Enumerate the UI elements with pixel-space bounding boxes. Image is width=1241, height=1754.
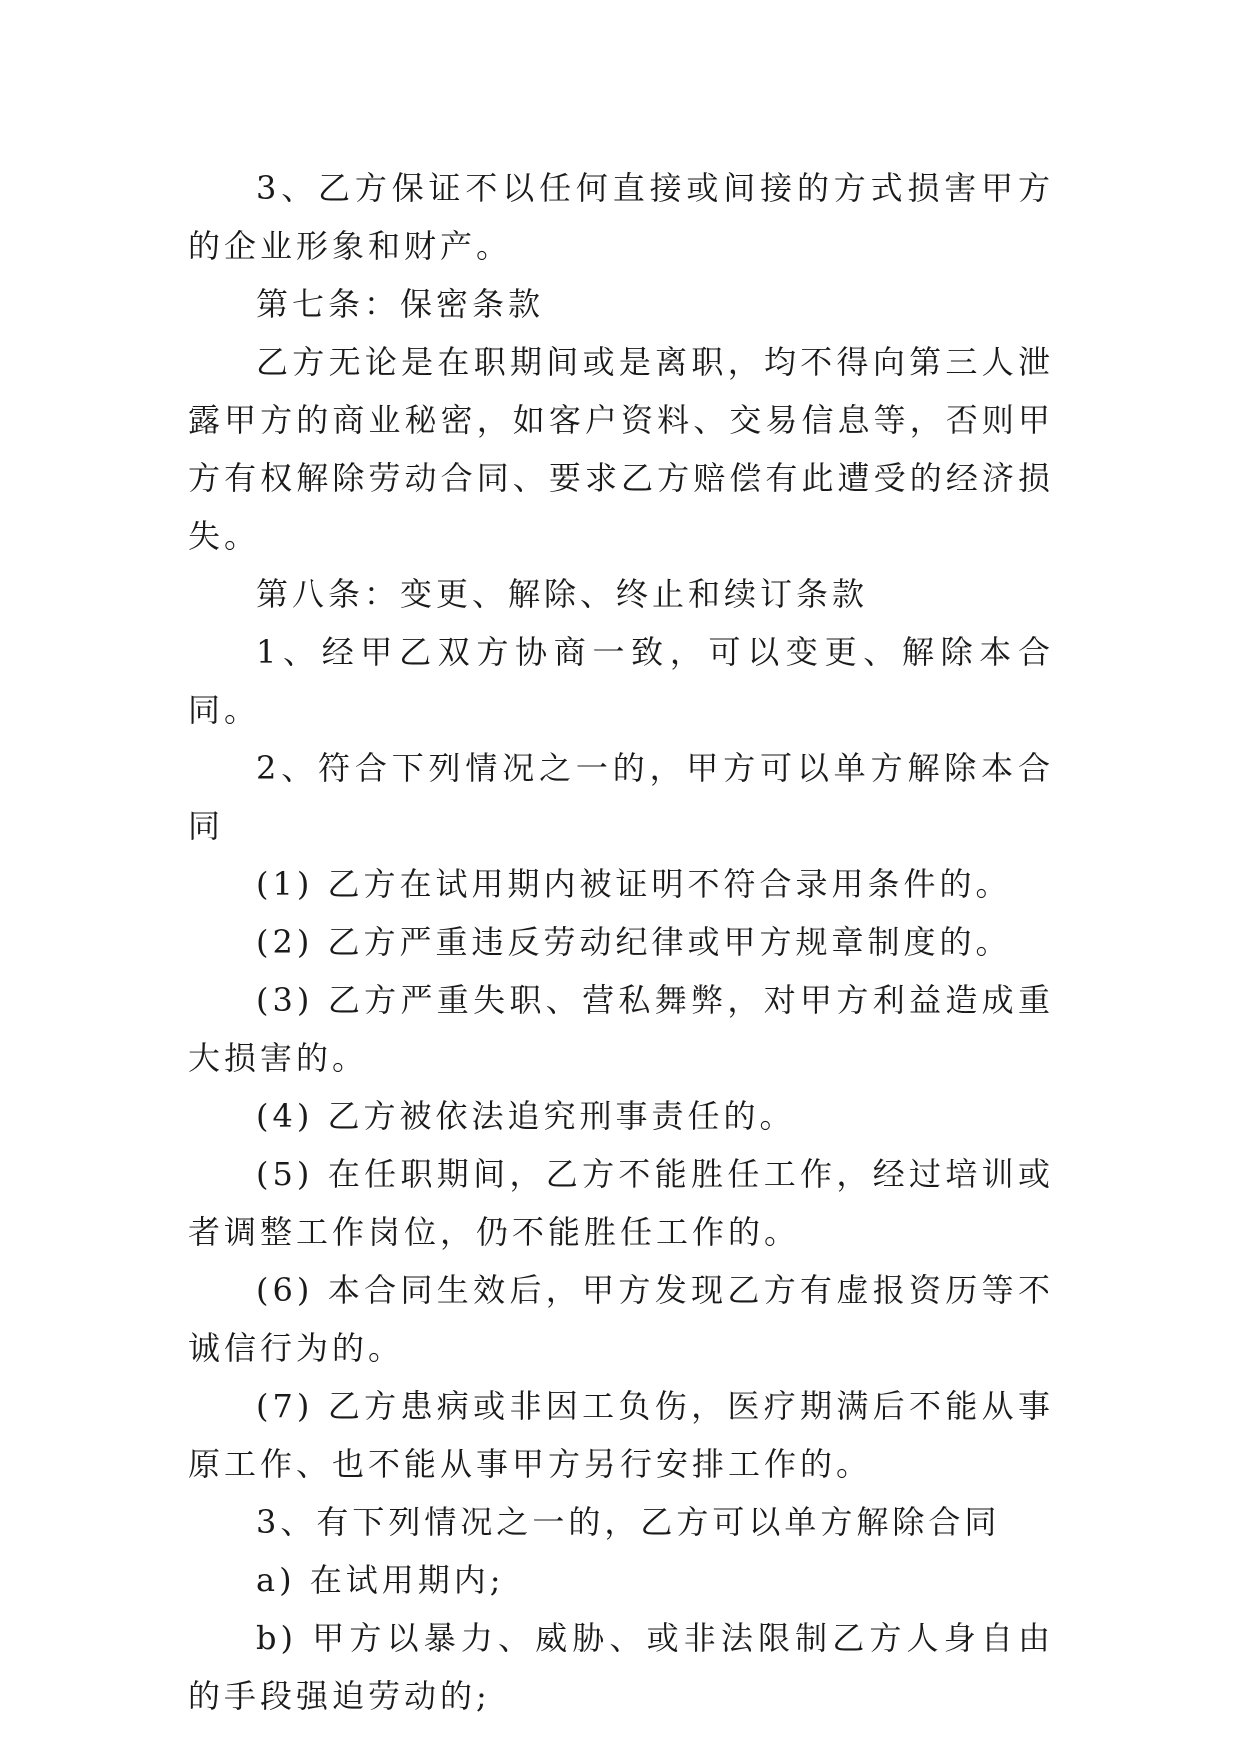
list-item-7: (7) 乙方患病或非因工负伤，医疗期满后不能从事原工作、也不能从事甲方另行安排工作的。 <box>188 1387 1054 1483</box>
section-heading-article-7: 第七条：保密条款 <box>256 285 545 323</box>
list-item-1: (1) 乙方在试用期内被证明不符合录用条件的。 <box>256 865 1012 903</box>
paragraph-clause-8-2: 2、符合下列情况之一的，甲方可以单方解除本合同 <box>188 749 1054 845</box>
paragraph-confidentiality: 乙方无论是在职期间或是离职，均不得向第三人泄露甲方的商业秘密，如客户资料、交易信息等，否则甲方有权解除劳动合同、要求乙方赔偿有此遭受的经济损失。 <box>188 343 1054 555</box>
paragraph-clause-8-3: 3、有下列情况之一的，乙方可以单方解除合同 <box>256 1503 1001 1541</box>
paragraph-clause-6-3: 3、乙方保证不以任何直接或间接的方式损害甲方的企业形象和财产。 <box>188 169 1054 265</box>
list-item-4: (4) 乙方被依法追究刑事责任的。 <box>256 1097 796 1135</box>
list-item-2: (2) 乙方严重违反劳动纪律或甲方规章制度的。 <box>256 923 1012 961</box>
list-item-6: (6) 本合同生效后，甲方发现乙方有虚报资历等不诚信行为的。 <box>188 1271 1054 1367</box>
list-item-b: b) 甲方以暴力、威胁、或非法限制乙方人身自由的手段强迫劳动的; <box>188 1619 1054 1715</box>
list-item-a: a) 在试用期内; <box>256 1561 505 1599</box>
paragraph-clause-8-1: 1、经甲乙双方协商一致，可以变更、解除本合同。 <box>188 633 1054 729</box>
section-heading-article-8: 第八条：变更、解除、终止和续订条款 <box>256 575 869 613</box>
list-item-3: (3) 乙方严重失职、营私舞弊，对甲方利益造成重大损害的。 <box>188 981 1054 1077</box>
list-item-5: (5) 在任职期间，乙方不能胜任工作，经过培训或者调整工作岗位，仍不能胜任工作的。 <box>188 1155 1054 1251</box>
document-body <box>188 159 1054 1725</box>
